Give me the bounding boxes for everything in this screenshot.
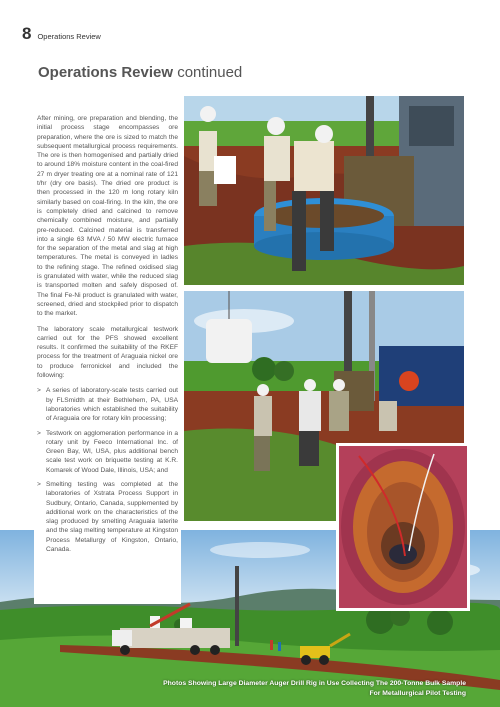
paragraph-testwork: The laboratory scale metallurgical testwork carried out for the PFS showed excellent results. It confirmed the suitability of the RKEF process for the treatment of Araguaia nickel ore to produce ferronickel and included the following: — [37, 325, 178, 380]
title-suffix: continued — [177, 64, 243, 81]
list-item: > Testwork on agglomeration performance in a rotary unit by Feeco International Inc. of Green Bay, WI, USA, plus additional bench scale test work on briquette testing at K.R. Komarek of Wood Dale, Illinois, USA; and — [37, 429, 178, 474]
workers-sampling-photo — [184, 96, 464, 285]
body-text — [37, 114, 178, 559]
list-item: > A series of laboratory-scale tests carried out by FLSmidth at their Bethlehem, PA, USA laboratories which established the suitability of Araguaia ore for rotary kiln processing; — [37, 387, 178, 423]
bullet-chevron-icon: > — [37, 429, 41, 437]
caption-line-1: Photos Showing Large Diameter Auger Drill Rig in Use Collecting The 200-Tonne Bulk Sample — [163, 680, 466, 687]
auger-hole-photo — [336, 443, 470, 611]
testwork-list — [37, 386, 178, 554]
photo-caption — [163, 679, 466, 699]
bullet-chevron-icon: > — [37, 480, 41, 488]
page-number: 8 — [22, 24, 32, 43]
list-item: > Smelting testing was completed at the laboratories of Xstrata Process Support in Sudbury, Ontario, Canada, supplemented by additional work on the characteristics of the slag produced by smelting Araguaia laterite and the slag melting temperature at Kingston Process Metallurgy of Kingston, Ontario, Canada. — [37, 480, 178, 554]
caption-line-2: For Metallurgical Pilot Testing — [369, 690, 466, 697]
page-title — [38, 64, 242, 81]
section-label: Operations Review — [37, 32, 101, 41]
page-header — [22, 24, 101, 44]
paragraph-process: After mining, ore preparation and blending, the initial process stage encompasses ore preparation, where the ore is sized to match the subsequent metallurgical process requirements. The ore is then homogenised and partially dried to around 18% moisture content in the coal-fired 27 m dryer treating ore at a nominal rate of 121 t/hr (dry ore basis). The dried ore product is then processed in the 120 m long rotary kiln similarly based on coal-firing. In the kiln, the ore is completely dried and calcined to remove chemically combined moisture, and partially pre-reduced. Calcined material is transferred into a single 63 MVA / 50 MW electric furnace for the separation of the metal and slag at high temperatures. The metal is conveyed in ladles to the refining stage. The refined oxidised slag is granulated with water, while the reduced slag is transported molten and safely disposed of. The final Fe-Ni product is granulated with water, screened, dried and stockpiled prior to dispatch to the market. — [37, 115, 178, 318]
title-main: Operations Review — [38, 64, 174, 81]
bullet-chevron-icon: > — [37, 387, 41, 395]
